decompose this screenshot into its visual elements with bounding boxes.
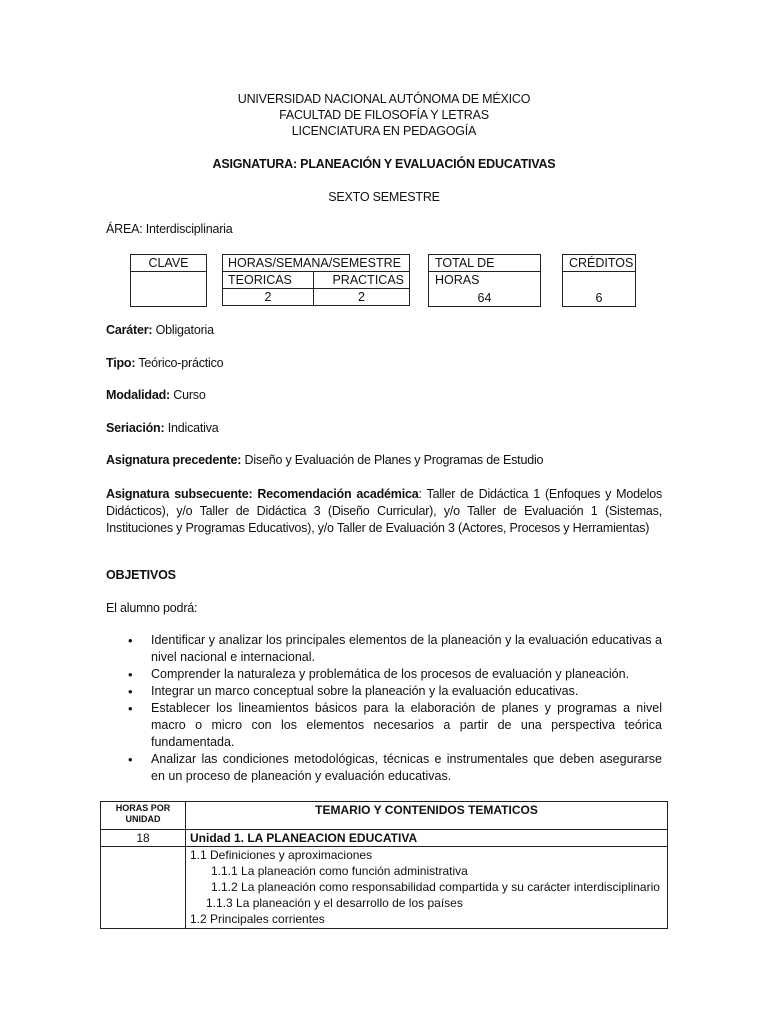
teoricas-value: 2 — [223, 289, 314, 306]
content-item: 1.1.2 La planeación como responsabilidad compartida y su carácter interdisciplinario — [211, 880, 660, 894]
objetivos-list — [106, 632, 662, 785]
tipo-value: Teórico-práctico — [135, 356, 224, 370]
empty-cell — [101, 847, 186, 929]
temario-header: TEMARIO Y CONTENIDOS TEMATICOS — [186, 802, 668, 830]
list-item: • Analizar las condiciones metodológicas, técnicas e instrumentales que deben asegurarse en un proceso de planeación y evaluación educativas. — [106, 751, 662, 785]
content-item: 1.1.1 La planeación como función administrativa — [211, 864, 468, 878]
list-item: • Integrar un marco conceptual sobre la planeación y la evaluación educativas. — [106, 683, 662, 700]
caracter-value: Obligatoria — [152, 323, 214, 337]
horas-por-unidad-header: HORAS POR UNIDAD — [101, 802, 186, 830]
temario-table — [100, 801, 668, 929]
teoricas-label: TEORICAS — [223, 272, 314, 289]
subsecuente-value: : Taller de Didáctica 1 (Enfoques y Modelos Didácticos), y/o Taller de Didáctica 3 (Diseño Curricular), y/o Taller de Evaluación 1 (Sistemas, Instituciones y Programas Educativos), y/o Taller de Evaluación 3 (Actores, Procesos y Herramientas) — [106, 487, 663, 535]
caracter-label: Caráter: — [106, 323, 153, 337]
seriacion-value: Indicativa — [164, 421, 219, 435]
practicas-label: PRACTICAS — [314, 272, 410, 289]
faculty-name: FACULTAD DE FILOSOFÍA Y LETRAS — [279, 108, 489, 122]
unit-hours: 18 — [101, 830, 186, 847]
total-hours-box — [428, 254, 541, 307]
objetivos-title: OBJETIVOS — [106, 568, 176, 582]
objetivos-intro: El alumno podrá: — [106, 601, 198, 615]
creditos-value: 6 — [595, 291, 603, 305]
clave-box — [130, 254, 207, 307]
clave-label: CLAVE — [131, 255, 206, 272]
tipo-label: Tipo: — [106, 356, 136, 370]
creditos-box — [562, 254, 636, 307]
caracter-field — [106, 323, 214, 337]
list-item: • Establecer los lineamientos básicos para la elaboración de planes y programas a nivel macro o micro con los elementos necesarios a partir de una perspectiva teórica fundamentada. — [106, 700, 662, 751]
modalidad-label: Modalidad: — [106, 388, 170, 402]
list-item: • Comprender la naturaleza y problemática de los procesos de evaluación y planeación. — [106, 666, 662, 683]
precedente-value: Diseño y Evaluación de Planes y Programas de Estudio — [241, 453, 544, 467]
content-item: 1.1 Definiciones y aproximaciones — [190, 848, 373, 862]
content-item: 1.1.3 La planeación y el desarrollo de los países — [206, 896, 463, 910]
modalidad-value: Curso — [169, 388, 206, 402]
tipo-field — [106, 356, 223, 370]
precedente-label: Asignatura precedente: — [106, 453, 242, 467]
subject-title: ASIGNATURA: PLANEACIÓN Y EVALUACIÓN EDUCATIVAS — [212, 157, 556, 171]
semester: SEXTO SEMESTRE — [328, 190, 440, 204]
seriacion-label: Seriación: — [106, 421, 165, 435]
total-hours-value: 64 — [477, 291, 492, 305]
content-item: 1.2 Principales corrientes — [190, 912, 325, 926]
practicas-value: 2 — [314, 289, 410, 306]
modalidad-field — [106, 388, 206, 402]
university-name: UNIVERSIDAD NACIONAL AUTÓNOMA DE MÉXICO — [237, 92, 531, 106]
subsecuente-field — [106, 486, 662, 537]
unit-title: Unidad 1. LA PLANEACION EDUCATIVA — [186, 830, 668, 847]
list-item: • Identificar y analizar los principales elementos de la planeación y la evaluación educativas a nivel nacional e internacional. — [106, 632, 662, 666]
degree-name: LICENCIATURA EN PEDAGOGÍA — [291, 124, 477, 138]
precedente-field — [106, 453, 543, 467]
total-hours-label: TOTAL DE HORAS — [429, 255, 540, 272]
unit-contents — [186, 847, 668, 929]
hours-label: HORAS/SEMANA/SEMESTRE — [223, 255, 410, 272]
creditos-label: CRÉDITOS — [563, 255, 635, 272]
area: ÁREA: Interdisciplinaria — [106, 222, 233, 236]
hours-table — [222, 254, 410, 306]
subsecuente-label: Asignatura subsecuente: Recomendación académica — [106, 487, 419, 501]
seriacion-field — [106, 421, 219, 435]
